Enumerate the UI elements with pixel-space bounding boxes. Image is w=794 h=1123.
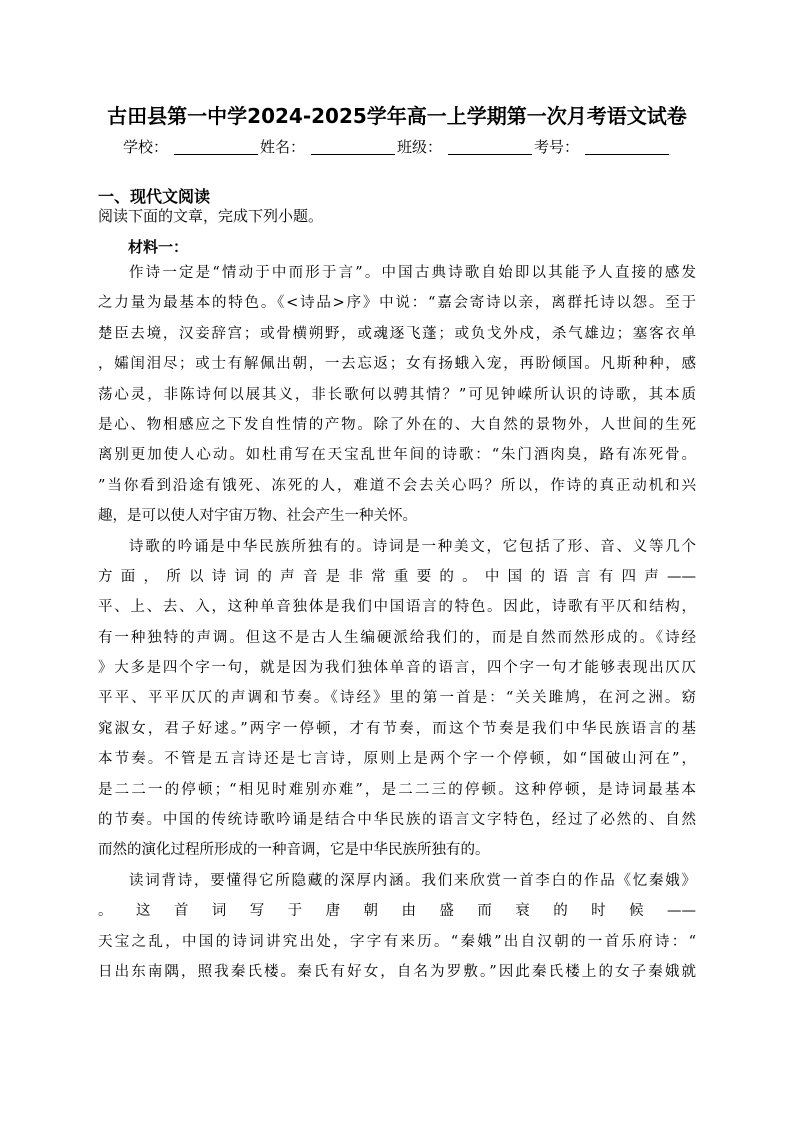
text-line: 诗歌的吟诵是中华民族所独有的。诗词是一种美文，它包括了形、音、义等几个 [129, 538, 696, 555]
class-label: 班级： [397, 138, 443, 156]
exam-title: 古田县第一中学2024-2025学年高一上学期第一次月考语文试卷 [107, 104, 687, 128]
school-label: 学校： [123, 138, 169, 156]
text-line: 窕淑女，君子好逑。”两字一停顿，才有节奏，而这个节奏是我们中华民族语言的基 [98, 720, 696, 737]
text-line: 荡心灵，非陈诗何以展其义，非长歌何以骋其情？”可见钟嵘所认识的诗歌，其本质 [98, 386, 696, 403]
school-field[interactable] [123, 136, 258, 157]
text-line: 趣，是可以使人对宇宙万物、社会产生一种关怀。 [98, 508, 417, 525]
text-line: ，孀闺泪尽；或士有解佩出朝，一去忘返；女有扬蛾入宠，再盼倾国。凡斯种种，感 [98, 356, 696, 373]
text-line: 有一种独特的声调。但这不是古人生编硬派给我们的，而是自然而然形成的。《诗经 [98, 629, 696, 646]
number-label: 考号： [534, 138, 580, 156]
number-field[interactable] [534, 136, 669, 157]
school-blank[interactable] [174, 138, 258, 155]
text-line: 作诗一定是“情动于中而形于言”。中国古典诗歌自始即以其能予人直接的感发 [129, 265, 696, 281]
text-line: 。这首词写于唐朝由盛而衰的时候—— [98, 903, 696, 920]
article-body [98, 258, 696, 987]
name-field[interactable] [260, 136, 395, 157]
text-line: 平、上、去、入，这种单音独体是我们中国语言的特色。因此，诗歌有平仄和结构， [98, 599, 696, 616]
student-info-row [123, 136, 683, 158]
text-line: 而然的演化过程所形成的一种音调，它是中华民族所独有的。 [98, 842, 490, 859]
section-heading: 一、现代文阅读 [98, 187, 211, 206]
material-label: 材料一： [128, 238, 189, 256]
text-line: 的节奏。中国的传统诗歌吟诵是结合中华民族的语言文字特色，经过了必然的、自然 [98, 812, 696, 829]
name-blank[interactable] [311, 138, 395, 155]
text-line: 本节奏。不管是五言诗还是七言诗，原则上是两个字一个停顿，如“国破山河在”， [98, 751, 696, 768]
text-line: 之力量为最基本的特色。《<诗品>序》中说：“嘉会寄诗以亲，离群托诗以怨。至于 [98, 295, 696, 312]
text-line: ”当你看到沿途有饿死、冻死的人，难道不会去关心吗？所以，作诗的真正动机和兴 [98, 477, 696, 494]
number-blank[interactable] [585, 138, 669, 155]
text-line: 日出东南隅，照我秦氏楼。秦氏有好女，自名为罗敷。”因此秦氏楼上的女子秦娥就 [98, 963, 696, 980]
name-label: 姓名： [260, 138, 306, 156]
class-field[interactable] [397, 136, 532, 157]
text-line: 读词背诗，要懂得它所隐藏的深厚内涵。我们来欣赏一首李白的作品《忆秦娥》 [129, 872, 696, 889]
text-line: 是二二一的停顿；“相见时难别亦难”，是二二三的停顿。这种停顿，是诗词最基本 [98, 781, 696, 798]
text-line: 方面，所以诗词的声音是非常重要的。中国的语言有四声—— [98, 568, 696, 585]
instruction-text: 阅读下面的文章，完成下列小题。 [98, 207, 324, 225]
class-blank[interactable] [448, 138, 532, 155]
text-line: 平平、平平仄仄的声调和节奏。《诗经》里的第一首是：“关关雎鸠，在河之洲。窈 [98, 690, 696, 707]
text-line: 》大多是四个字一句，就是因为我们独体单音的语言，四个字一句才能够表现出仄仄 [98, 660, 696, 677]
text-line: 是心、物相感应之下发自性情的产物。除了外在的、大自然的景物外，人世间的生死 [98, 416, 696, 433]
text-line: 离别更加使人心动。如杜甫写在天宝乱世年间的诗歌：“朱门酒肉臭，路有冻死骨。 [98, 447, 696, 464]
text-line: 天宝之乱，中国的诗词讲究出处，字字有来历。“秦娥”出自汉朝的一首乐府诗：“ [98, 933, 696, 950]
text-line: 楚臣去境，汉妾辞宫；或骨横朔野，或魂逐飞蓬；或负戈外戍，杀气雄边；塞客衣单 [98, 325, 696, 342]
